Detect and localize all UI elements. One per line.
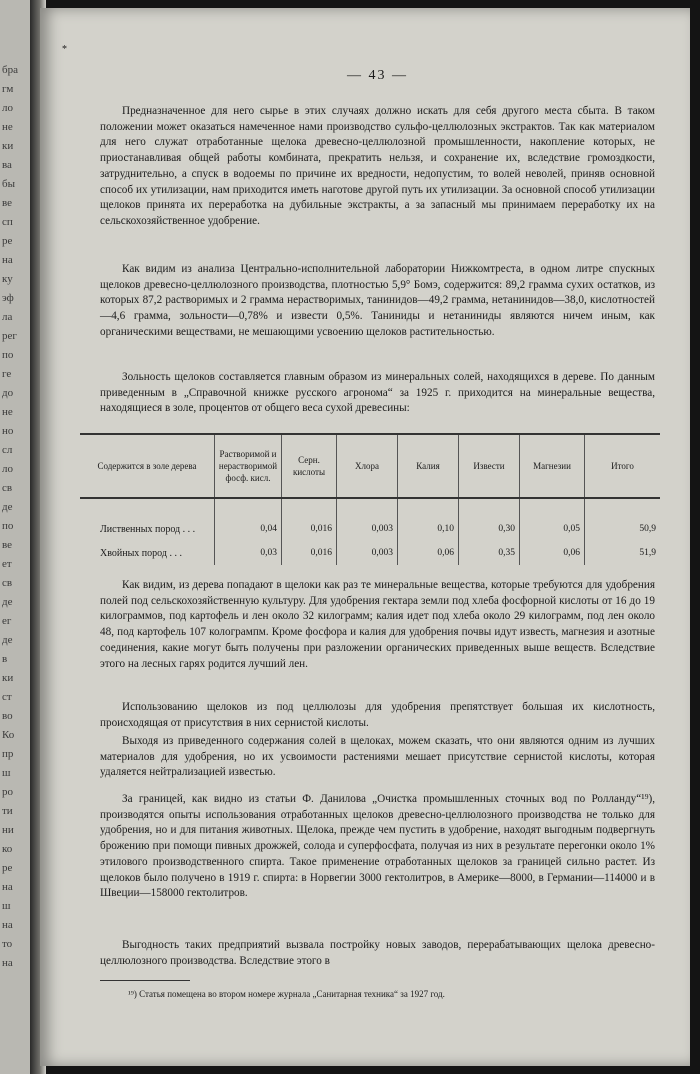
left-page-fragment: бра: [2, 64, 18, 76]
left-page-fragment: бы: [2, 178, 15, 190]
table-cell: Хвойных пород . . .: [100, 547, 182, 559]
left-page-fragment: ни: [2, 824, 14, 836]
paragraph-6: Выходя из приведенного содержания солей в щелоках, можем сказать, что они являются одним из лучших материалов для удобрения, но их усвоимости растениями мешает присутствие сернистой кислоты, которая удаляется нейтрализацией известью.: [100, 735, 655, 779]
left-page-fragment: ва: [2, 159, 12, 171]
table-cell: 0,016: [282, 541, 337, 565]
table-header: Итого: [585, 434, 661, 498]
left-page-fragment: ш: [2, 900, 11, 912]
left-page-fragment: сп: [2, 216, 13, 228]
table-cell: 0,06: [398, 541, 459, 565]
left-page-fragment: не: [2, 121, 13, 133]
left-page-fragment: по: [2, 349, 14, 361]
table-cell: 0,30: [459, 517, 520, 541]
paragraph-7: За границей, как видно из статьи Ф. Данилова „Очистка промышленных сточных вод по Ролланду“¹⁹), производятся опыты использования отработанных щелоков древесно-целлюлозного производства не только для удобрения, но и для питания животных. Щелока, прежде чем пустить в удобрение, находят выгодным подвергнуть брожению при помощи пивных дрожжей, солода и суперфосфата, получая из них в результате перегонки около 1% этилового производственного спирта. Такое применение отработанных щелоков за границей сильно растет. Из щелоков было получено в 1919 г. спирта: в Норвегии 3000 гектолитров, в Америке—8000, в Германии—114000 и в Швеции—158000 гектолитров.: [100, 793, 655, 900]
ash-composition-table: [80, 433, 660, 565]
paragraph-8: Выгодность таких предприятий вызвала постройку новых заводов, перерабатывающих щелока древесно-целлюлозного производства. Вследствие этого в: [100, 939, 655, 967]
table-cell: Лиственных пород . . .: [100, 523, 196, 535]
table-cell: 0,003: [337, 541, 398, 565]
left-page-fragment: ве: [2, 197, 13, 209]
table-header: Серн. кислоты: [282, 434, 337, 498]
paragraph-4: Как видим, из дерева попадают в щелоки как раз те минеральные вещества, которые требуются для удобрения полей под сельскохозяйственную культуру. Для удобрения гектара земли под хлеба фосфорной кислоты от 16 до 19 килограммов, под картофель и лен около 32 килограмм; калия идет под хлеба около 29 килограмм, под лен около 48, под картофель 107 кологрампм. Кроме фосфора и калия для удобрения почвы идут известь, магнезия и азотные соединения, какие могут быть получены при разложении органических приведенных выше веществ. Вследствие этого на лесных гарях родится лучший лен.: [100, 579, 655, 670]
table-header: Растворимой и нерастворимой фосф. кисл.: [215, 434, 282, 498]
table-cell: 51,9: [585, 541, 661, 565]
left-page-fragment: ро: [2, 786, 13, 798]
left-page-fragment: эф: [2, 292, 14, 304]
left-page-fragment: ре: [2, 235, 13, 247]
table-spacer-row: [80, 498, 660, 517]
left-page-fragment: на: [2, 919, 13, 931]
paragraph-5: Использованию щелоков из под целлюлозы для удобрения препятствует большая их кислотность, происходящая от присутствия в них сернистой кислоты.: [100, 701, 655, 729]
page-number: — 43 —: [347, 68, 408, 83]
paragraph-3: Зольность щелоков составляется главным образом из минеральных солей, находящихся в дереве. По данным приведенным в „Справочной книжке русского агронома“ за 1925 г. приходится на минеральные вещества, находящиеся в золе, процентов от общего веса сухой древесины:: [100, 371, 655, 415]
left-page-fragment: на: [2, 881, 13, 893]
left-page-fragment: св: [2, 577, 13, 589]
paragraph-1: Предназначенное для него сырье в этих случаях должно искать для себя другого места сбыта. В таком положении может оказаться намеченное нами производство сульфо-целлюлозных экстрактов. Так как материалом для него служат отработанные щелока древесно-целлюлозной промышленности, накопление которых, не приостанавливая общей работы комбината, прекратить нельзя, и сохранение их, вследствие громоздкости, затруднительно, а спуск в водоемы по причине их вредности, недопустим, то волей неволей, приняв основной способ их утилизации, нам приходится иметь наготове другой путь их утилизации. За основной способ утилизации щелоков принята их переработка на дубильные экстракты, а за запасный мы принимаем переработку их на сельскохозяйственное удобрение.: [100, 105, 655, 227]
left-page-fragment: ег: [2, 615, 12, 627]
left-page-fragment: сл: [2, 444, 13, 456]
footnote-rule: [100, 980, 190, 981]
left-page-fragment: ло: [2, 102, 13, 114]
table-cell: 0,016: [282, 517, 337, 541]
left-page-fragment: по: [2, 520, 14, 532]
left-page-fragment: во: [2, 710, 13, 722]
table-header: Хлора: [337, 434, 398, 498]
left-page-fragment: де: [2, 634, 13, 646]
left-page-fragment: ет: [2, 558, 12, 570]
table-cell: 0,05: [520, 517, 585, 541]
left-page-fragment: де: [2, 596, 13, 608]
table-header: Магнезии: [520, 434, 585, 498]
left-page-fragment: на: [2, 957, 13, 969]
left-page-fragment: ре: [2, 862, 13, 874]
left-page-fragment: до: [2, 387, 14, 399]
left-page-fragment: ст: [2, 691, 12, 703]
table-header: Калия: [398, 434, 459, 498]
table-cell: 0,06: [520, 541, 585, 565]
table-cell: 50,9: [585, 517, 661, 541]
table-header: Извести: [459, 434, 520, 498]
table-cell: 0,10: [398, 517, 459, 541]
left-page-fragment: но: [2, 425, 14, 437]
left-page-fragment: в: [2, 653, 8, 665]
left-page-fragment: ко: [2, 843, 13, 855]
table-header: Содержится в золе дерева: [80, 434, 215, 498]
left-page-fragment: гм: [2, 83, 14, 95]
left-page-fragment: рег: [2, 330, 17, 342]
table-cell: 0,04: [215, 517, 282, 541]
table-header-row: [80, 434, 660, 498]
left-page-fragment: ти: [2, 805, 13, 817]
corner-mark: *: [62, 44, 67, 55]
left-page-fragment: ки: [2, 672, 14, 684]
left-page-fragment: ге: [2, 368, 12, 380]
table-cell: 0,03: [215, 541, 282, 565]
left-page-fragment: ве: [2, 539, 13, 551]
table-cell: 0,003: [337, 517, 398, 541]
paragraph-2: Как видим из анализа Центрально-исполнительной лаборатории Нижкомтреста, в одном литре спускных щелоков древесно-целлюлозного производства, плотностью 5,9° Бомэ, содержится: 89,2 грамма сухих остатков, из которых 87,2 растворимых и 2 грамма нерастворимых, танинидов—49,2 грамма, нетанинидов—38,0, кислотностей—4,6 грамма, зольности—0,78% и извести 0,5%. Таниниды и нетаниниды являются ничем иным, как органическими веществами, не мешающими усвоению щелоков растительностью.: [100, 263, 655, 338]
left-page-fragment: св: [2, 482, 13, 494]
table-cell: 0,35: [459, 541, 520, 565]
left-page-fragment: де: [2, 501, 13, 513]
book-page: [40, 8, 690, 1066]
left-page-fragment: ку: [2, 273, 13, 285]
left-page-fragment: ки: [2, 140, 14, 152]
left-page-fragment: ш: [2, 767, 11, 779]
left-page-fragment: пр: [2, 748, 14, 760]
left-page-fragment: Ко: [2, 729, 15, 741]
left-page-fragment: на: [2, 254, 13, 266]
left-page-fragment: то: [2, 938, 13, 950]
left-page-fragment: не: [2, 406, 13, 418]
left-page-fragment: ло: [2, 463, 13, 475]
table-row: [80, 517, 660, 541]
footnote: ¹⁹) Статья помещена во втором номере журнала „Санитарная техника“ за 1927 год.: [128, 989, 445, 999]
left-page-fragment: ла: [2, 311, 13, 323]
table-row: [80, 541, 660, 565]
